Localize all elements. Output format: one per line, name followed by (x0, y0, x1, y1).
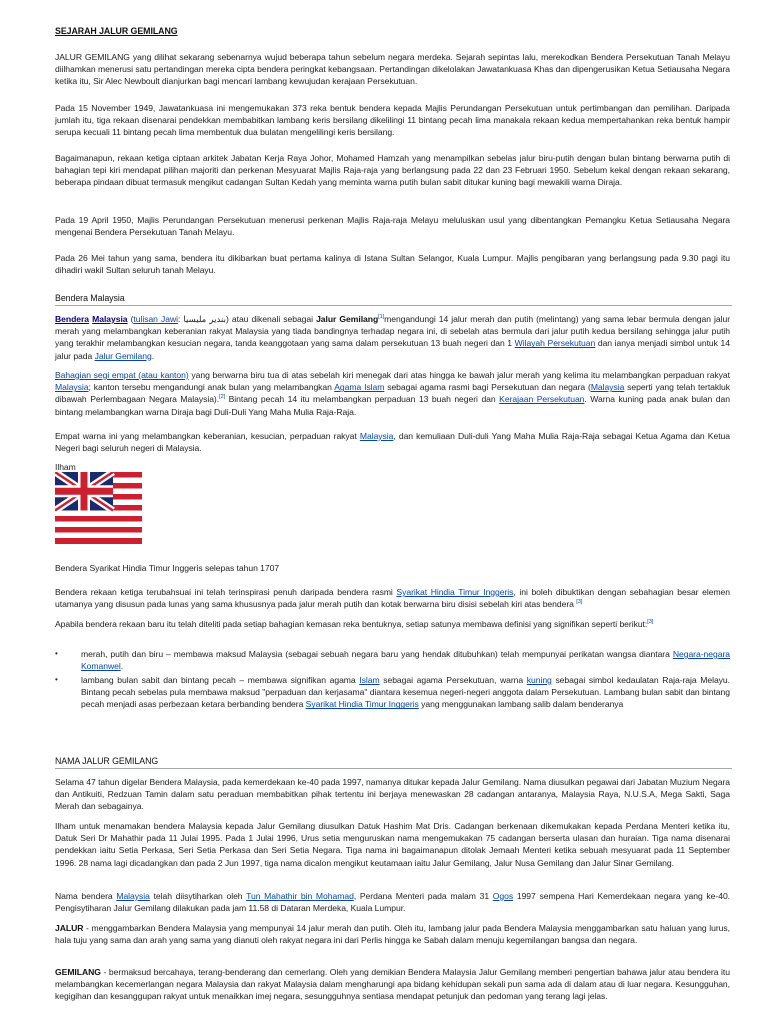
link-syarikat-hindia-timur-inggeris[interactable]: Syarikat Hindia Timur Inggeris (305, 699, 419, 710)
text: mengandungi 14 jalur merah dan putih (melintang) yang sama lebar bermula dengan jalur merah yang melambangkan keberanian rakyat Malaysia yang tiada bandingnya terhadap negara ini, di sebelah atas bermula dari jalur putih kedua bersilang sehingga jalur putih yang terakhir melambangkan kesucian negara, tanda keanggotaan yang sama dalam persekutuan 13 buah negeri dan 1 (55, 314, 731, 349)
paragraph: Pada 15 November 1949, Jawatankuasa ini mengemukakan 373 reka bentuk bendera kepada Majlis Perundangan Persekutuan untuk pertimbangan dan pemilihan. Daripada jumlah itu, tiga rekaan disenarai pendekkan membabitkan lambang keris bersilang dikelilingi 11 bintang pecah lima manakala rekaan kedua mempertahankan reka bentuk hampir serupa kecuali 11 bintang pecah lima membentuk dua bulatan mengelilingi keris bersilang. (55, 103, 730, 138)
text: Bintang pecah 14 itu melambangkan perpaduan 13 buah negeri dan (225, 394, 500, 405)
link-tulisan-jawi[interactable]: tulisan Jawi (133, 314, 178, 324)
text: . (120, 661, 124, 672)
section-heading-text: Bendera Malaysia (55, 293, 125, 303)
text: Nama bendera (55, 891, 117, 901)
text: , ini boleh dibuktikan dengan sebahagian besar elemen utamanya yang disusun pada lunas yang sama khususnya pada jalur merah putih dan kotak berwarna biru disisi sebelah kiri atas bendera (55, 587, 731, 610)
text: : بندير مليسيا (177, 314, 227, 324)
text: ) atau dikenali sebagai (226, 314, 317, 324)
paragraph-definisi (55, 618, 730, 630)
east-india-company-flag-image (55, 472, 142, 544)
link-wilayah-persekutuan[interactable]: Wilayah Persekutuan (514, 338, 596, 349)
text: yang berwarna biru tua di atas sebelah kiri menegak dari atas hingga ke bawah jalur merah yang kelima itu melambangkan perpaduan rakyat (188, 370, 730, 380)
text: lambang bulan sabit dan bintang pecah – membawa signifikan agama (81, 675, 360, 685)
link-malaysia[interactable]: Malaysia (55, 382, 89, 393)
paragraph: Ilham untuk menamakan bendera Malaysia kepada Jalur Gemilang diusulkan Datuk Hashim Mat Dris. Cadangan berkenaan dikemukakan kepada Perdana Menteri ketika itu, Datuk Seri Dr Mahathir pada 11 Julai 1995. Pada 1 Julai 1996, Urus setia menguruskan nama mengemukakan 75 cadangan berserta ulasan dan huraian. Tiga nama disenarai pendekkan iaitu Setia Perkasa, Seri Setia Perkasa dan Seri Setia Negara. Tiga nama ini bagaimanapun ditolak Jemaah Menteri ketika sebuah mesyuarat pada 11 September 1996. 28 nama lagi dicadangkan dan pada 2 Jun 1997, tiga nama dicalon mengikut keutamaan iaitu Jalur Gemilang, Jalur Nusa Gemilang dan Jalur Sinar Gemilang. (55, 821, 730, 868)
paragraph: JALUR GEMILANG yang dilihat sekarang sebenarnya wujud beberapa tahun sebelum negara merdeka. Sejarah sepintas lalu, merekodkan Bendera Persekutuan Tanah Melayu diilhamkan menerusi satu pertandingan mereka cipta bendera peringkat kebangsaan. Pertandingan dikelolakan Jawatankuasa Khas dan dipengerusikan Ketua Setiausaha Negara ketika itu, Sir Alec Newboult dianjurkan bagi mencari lambang kewujudan kerajaan Persekutuan. (55, 52, 730, 87)
paragraph-kanton (55, 369, 730, 418)
text: Apabila bendera rekaan baru itu telah diteliti pada setiap bahagian kemasan reka bentuknya, setiap satunya membawa definisi yang signifikan seperti berikut: (55, 619, 648, 629)
paragraph-inspirasi (55, 586, 730, 610)
paragraph-pengisytiharan (55, 890, 730, 914)
link-kerajaan-persekutuan[interactable]: Kerajaan Persekutuan (499, 394, 585, 405)
bullet-item-bulan-sabit (81, 674, 730, 711)
text: sebagai agama Persekutuan, warna (379, 675, 527, 685)
text: dan ianya menjadi simbol untuk 14 jalur pada (55, 338, 730, 361)
bullet-dot: • (55, 675, 58, 684)
link-tun-mahathir[interactable]: Tun Mahathir bin Mohamad (246, 891, 354, 901)
paragraph-empat-warna (55, 430, 730, 454)
text: Empat warna ini yang melambangkan keberanian, kesucian, perpaduan rakyat (55, 431, 360, 441)
section-heading-text: NAMA JALUR GEMILANG (55, 756, 159, 766)
text: . (151, 350, 155, 361)
text: merah, putih dan biru – membawa maksud Malaysia (sebagai sebuah negara baru yang hendak ditubuhkan) telah mempunyai perikatan wangsa diantara (81, 649, 673, 659)
link-malaysia[interactable]: Malaysia (590, 382, 625, 393)
paragraph-bendera-intro (55, 313, 730, 362)
text: . Warna kuning pada anak bulan dan bintang melambangkan warna Diraja bagi Duli-Duli Yang Maha Mulia Raja-Raja. (55, 394, 730, 417)
paragraph: Pada 19 April 1950, Majlis Perundangan Persekutuan menerusi perkenan Majlis Raja-raja Melayu meluluskan usul yang dibentangkan Pemangku Ketua Setiausaha Negara mengenai Bendera Persekutuan Tanah Melayu. (55, 215, 730, 238)
link-syarikat-hindia-timur-inggeris[interactable]: Syarikat Hindia Timur Inggeris (396, 587, 514, 597)
text: ; kanton tersebu mengandungi anak bulan yang melambangkan (88, 382, 335, 393)
section-heading-sejarah: SEJARAH JALUR GEMILANG (55, 26, 178, 36)
paragraph-gemilang-definition (55, 966, 730, 1003)
text: seperti yang telah tertakluk dibawah Perlembagaan Negara Malaysia). (55, 382, 730, 405)
bullet-dot: • (55, 649, 58, 658)
text: , Perdana Menteri pada malam 31 (353, 891, 493, 901)
link-islam[interactable]: Islam (359, 675, 380, 685)
link-malaysia[interactable]: Malaysia (359, 431, 394, 441)
bold-jalur-gemilang: Jalur Gemilang (316, 314, 379, 324)
text: - menggambarkan Bendera Malaysia yang mempunyai 14 jalur merah dan putih. Oleh itu, lambang jalur pada Bendera Malaysia menggambarkan satu haluan yang lurus, hala tuju yang sama dan arah yang sama yang dianuti oleh rakyat negara ini dari Perlis hingga ke Sabah dalam menuju kegemilangan bangsa dan negara. (55, 923, 730, 946)
text: , dan kemuliaan Duli-duli Yang Maha Mulia Raja-Raja sebagai Ketua Agama dan Ketua Negeri bagi seluruh negeri di Malaysia. (55, 431, 730, 454)
link-malaysia[interactable]: Malaysia (92, 314, 128, 324)
text: sebagai agama rasmi bagi Persekutuan dan negara ( (384, 382, 591, 393)
text: ( (127, 314, 134, 324)
bold-term-jalur: JALUR (55, 923, 84, 933)
text: telah diisytiharkan oleh (149, 891, 247, 901)
text: 1997 sempena Hari Kemerdekaan negara yang ke-40. Pengisytiharan Jalur Gemilang dilakukan pada jam 11.58 di Dataran Merdeka, Kuala Lumpur. (55, 891, 731, 914)
link-kanton[interactable]: Bahagian segi empat (atau kanton) (55, 370, 189, 380)
flag-caption: Bendera Syarikat Hindia Timur Inggeris selepas tahun 1707 (55, 563, 280, 573)
link-kuning[interactable]: kuning (526, 675, 552, 685)
label-ilham: Ilham (55, 462, 76, 472)
text: - bermaksud bercahaya, terang-benderang dan cemerlang. Oleh yang demikian Bendera Malaysia Jalur Gemilang memberi pengertian bahawa jalur atau bendera itu melambangkan kecemerlangan negara Malaysia dan rakyat Malaysia dalam mengharungi apa bidang kehidupan sekali pun sama ada di dalam atau di luar negara. Kesungguhan, kegigihan dan kesanggupan rakyat untuk menaikkan imej negara, sesungguhnya sentiasa mendapat petunjuk dan pedoman yang terang lagi jelas. (55, 967, 730, 1002)
section-heading-nama-jalur-gemilang (55, 755, 732, 769)
link-negara-komanwel[interactable]: Negara-negara Komanwel (81, 649, 730, 672)
reference-3[interactable]: [3] (576, 599, 583, 606)
text: sebagai simbol kedaulatan Raja-raja Melayu. Bintang pecah sebelas pula membawa maksud "perpaduan dan kerjasama" diantara kesemua negeri-negeri anggota dalam Persekutuan. Lambang bulan sabit dan bintang pecah menjadi asas perbezaan ketara berbanding bendera (81, 675, 730, 710)
union-jack-canton (55, 472, 113, 511)
text: Bendera rekaan ketiga terubahsuai ini telah terinspirasi penuh daripada bendera rasmi (55, 587, 397, 597)
link-jalur-gemilang[interactable]: Jalur Gemilang (94, 350, 152, 361)
text: yang menggunakan lambang salib dalam benderanya (418, 699, 624, 710)
link-agama-islam[interactable]: Agama Islam (334, 382, 385, 393)
paragraph: Selama 47 tahun digelar Bendera Malaysia, pada kemerdekaan ke-40 pada 1997, namanya ditukar kepada Jalur Gemilang. Nama diusulkan pegawai dari Jabatan Muzium Negara dan Antikuiti, Redzuan Tamin dalam satu peraduan membabitkan pihak tertentu ini berjaya menewaskan 28 cadangan antaranya, Malaysia Raya, N.U.S.A, Mega Sakti, Saga Merah dan sebagainya. (55, 777, 730, 812)
link-ogos[interactable]: Ogos (492, 891, 514, 901)
reference-1[interactable]: [1] (378, 314, 385, 321)
reference-3[interactable]: [3] (647, 619, 654, 626)
bullet-item-merah-putih-biru (81, 648, 730, 672)
link-bendera[interactable]: Bendera (55, 314, 90, 324)
paragraph-jalur-definition (55, 922, 730, 946)
paragraph: Pada 26 Mei tahun yang sama, bendera itu dikibarkan buat pertama kalinya di Istana Sultan Selangor, Kuala Lumpur. Majlis pengibaran yang berlangsung pada 9.30 pagi itu dihadiri wakil Sultan seluruh tanah Melayu. (55, 253, 730, 276)
section-heading-bendera-malaysia (55, 292, 732, 306)
reference-2[interactable]: [2] (219, 394, 226, 401)
bold-term-gemilang: GEMILANG (55, 967, 101, 977)
paragraph: Bagaimanapun, rekaan ketiga ciptaan arkitek Jabatan Kerja Raya Johor, Mohamed Hamzah yang menampilkan sebelas jalur biru-putih dengan bulan bintang berwarna putih di bahagian tepi kiri mendapat pilihan majoriti dan perkenan Mesyuarat Majlis Raja-raja yang berlangsung pada 22 dan 23 Februari 1950. Sebelum kekal dengan rekaan sekarang, beberapa pindaan dibuat termasuk mengikut cadangan Sultan Kedah yang meminta warna putih bulan sabit ditukar kuning bagi mewakili warna Diraja. (55, 153, 730, 188)
link-malaysia[interactable]: Malaysia (116, 891, 150, 901)
